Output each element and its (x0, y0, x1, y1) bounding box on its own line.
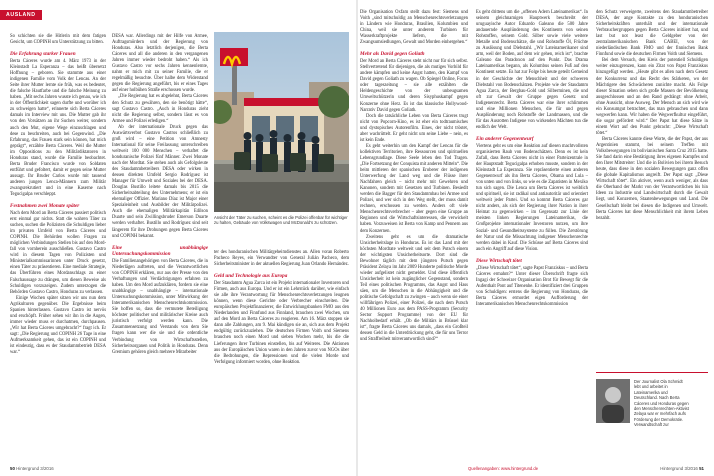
left-column-3 (214, 250, 349, 366)
paragraph: Zweitens geht es um die dramatische Unsicherheitslage in Honduras. Es ist das Land mit der höchsten Mordrate weltweit und seit dem Putsch einem der wichtigsten Unsicherheitsorte. Dort sind die Bewohner täglich mit dem jüngsten Putsch gegen Präsident Zelaya im Jahr 2009 Hunderte politische Morde wieder aufgelistet nicht gemeldet. Und diese öffentlich Unsicherheit ist kein zugänglicher Gegenstand, sondern Teil eines politischen Programms, das Angst und Hass säen, um die Menschen in die Abhängigkeit und die politische Gefolgschaft zu zwingen – auch wenn sie einer willfährigen Polizei, einer Polizei, die nach dem Putsch 40 Millionen Euro aus dem PASS-Programm (Security Sector Support Programme) von der EU für Nachholbedarf erhält. „Ob die Militärs in Brüssel klar ist“, fragte Berta Cáceres uns damals, „dass ein Großteil dessen Geld in die Unterdrückung geht, die für uns Terror und Straffreiheit mitverantwortlich sind?“ (360, 234, 468, 343)
left-column-1 (10, 34, 106, 356)
paragraph: Ab der internationale Druck gegen das Auswärtsverbot Gustavo Castros schließlich zu groß wird – eine Petition von Amnesty International für seine Freilassung unterschreiben weltweit 100 000 Menschen – verhaftet die honduranische Polizei fünf Männer. Zwei Monate nach der Mordtat. Sie stehen auch als Gefolgsleute des Staudammbetreibers DESA oder wirken in dessen direkten Umfeld Sergio Rodríguez ist Manager für Umwelt und Soziales bei der DESA. Douglas Bustillo leitete damals bis 2015 die Sicherheitsabteilung des Unternehmens; er ist ein ehemaliger Offizier. Mariano Díaz ist Major einer Spezialeinheit und Ausbilder der Militärpolizei. Auch die ehemaligen Militärkapitän Edilson Duarte und sein Zwillingsbruder Emerson Duarte werden verhaftet. Bustillo und Rodríguez sind seit längerem für ihre Drohungen gegen Berta Cáceres und COPINH bekannt. (112, 124, 208, 239)
paragraph: Der Staudamm Agua Zarca ist ein Projekt internationaler Investoren und Firmen, auch aus Europa. Und er ist ein Lehrstück darüber, wie einfach sie alle ihre Verantwortung für Menschenrechtsverletzungen leugnen können, wenn diese Gerichte oder Verbrecher einschreiten. Die europäischen Projektfinanzierer, die Entwicklungsbanken FMO aus den Niederlanden und Finnfund aus Finnland, brauchen zwei Wochen, um auf den Mord an Berta Cáceres zu reagieren. Am 16. März stoppen sie dann alle Zahlungen, am 9. Mai kündigen sie an, sich aus dem Projekt endgültig zurückzuziehen. Die deutschen Firmen Voith und Siemens brauchen noch einen Mord und sieben Wochen mehr, bis die die Lieferungen ihrer Turbinen einstellen, bis auf Weiteres. Die Aktionen aus der Europäischen Union waren in den Jahren zuvor von NGOs über die Bedrohungen, die Repressionen und die vielen Morde und Verfolgung informiert worden, ohne Reaktion. (214, 281, 349, 365)
paragraph: Einige Wochen später sitzen wir uns nun dem Agrikulturen gegenüber. Die Ergebnisse beim Spanien hinterlassen. Gustavo Castro ist nervös und erschöpft. Früher sehen wir ihn in die Augen, immer wieder muss er durchatmen, durchpausen. „Wir hat Berta Cáceres umgebracht?“ fragt ich. Er sagt: „Die Regierung und COPINH 26 Tage in eine Aufmerksamkeit gehen, das ist ein COPINH und ist eindeutig, dass es der Staudammbetrieb DESA war.“ (10, 295, 106, 356)
paragraph: Die Organisation Oxfam stellt dazu fest: Siemens und Voith „sind mitschuldig an Menschenrechtsverletzungen in Ländern wie Honduras, Brasilien, Kolumbien und China, weil sie unter anderem Turbinen für Wasserkraftprojekte liefern, die mit Zwangsumsiedlungen, Gewalt und Morden einhergehen.“ (360, 10, 468, 46)
subheading: Geld und Technologie aus Europa (214, 273, 288, 280)
left-page (0, 0, 356, 476)
right-footer (660, 466, 704, 471)
left-footer (10, 466, 54, 471)
sources-note: Quellenangaben: www.hintergrund.de (468, 466, 539, 471)
paragraph: ter des honduranischen Militärgeheimdienstes an. Allen voran Roberto Pacheco Reyes, ein Verwandter von General Julián Pacheco, dem Sicherheitsminister in der aktuellen Regierung Juan Orlando Hernández. (214, 250, 349, 268)
street-photo (214, 32, 349, 212)
right-page (358, 0, 714, 476)
paragraph: Nach dem Mord an Berta Cáceres passiert politisch erst einmal gar nichts. Statt die wahren Täter zu suchen, suchen die Polizisten die Schuldigen lieber im privaten Umfeld von Berta Cáceres und COPINH. Die Behörden wollen Fragen zu möglichen Verbindungen Stellen bis auf den Mord-fall von vornherein ausschließen. Gustavo Castro wird in diesem Tagen von Polizisten und Ministerialkommissarinnen unter Druck gesetzt, einen Täter zu präsentieren. Eine mediale Strategie, das Überführen eines Mordanschlags zu einer Falschaussage zu drängen, um diesen Beweise als Schuldigen vorzuzeigen. Zudem unterzogen die Behörden Gustavo Castro, Honduras zu verlassen. (10, 210, 106, 295)
street-scene-image (214, 32, 349, 212)
right-column-2 (476, 10, 588, 308)
left-page-number: 50 (10, 466, 15, 471)
subheading: Eine unabhängige Untersuchungskommission (112, 244, 208, 257)
paragraph: Der Mord an Berta Cáceres steht nicht nur für sich selbst. Stellvertretend für diejenigen, die als mutiges Vorbild für andere kämpfen und keine Angst hatten, den Kampf von David gegen Goliath zu wagen. Ob Spiegel Online, Focus oder tageszeitung – sie alle erzählten die Heldengeschichte von der unbeugsamen Umweltschützerin und deren Sisyphuskampf gegen Konzerne ohne Herz. Es ist das klassische Hollywood-Narrativ David gegen Goliath. (360, 59, 468, 113)
paragraph: Die Familienangehörigen von Berta Cáceres, die in Niederlägen auftreten, und die Verantwortlichen von COPINH erklären, nur aus der Presse von den Verhaftungen und Verdächtigungen erfahren zu haben. Um den Mord aufzuklären, fordern sie eine unabhängige – unabhängige – internationale Untersuchungskommission, unter Mitwirkung der Interamerikanischen Menschenrechtskommission. Sie hoffen so, dass die vermutete Beteiligung höchster politischer und militärischer Kreise auch juristisch verfolgt werden kann. Die Zusammensetzung und Verstands von dem Sie fragen kann wer die sie und die ordentliche Verbindung von Wirtschaftsstellen, Sicherheitsorganen und Politik in Honduras. Denn Gremium gehören gleich mehrere Mitarbeiter (112, 258, 208, 355)
paragraph: den Schutz verweigerte, zweitens den Staudammbetreiber DESA, der ange Kontakte zu den honduranischen Sicherheitskräften unterhält und der internationale Verbrauchergruppen gegen Berta Cáceres initiiert hat, und last but not least die Geldgeber von der zentralamerikanischen Bank CABEI, von der niederländischen Bank FMO und der finnischen Bank Finnfund sowie die deutschen Firmen Voith und Siemens. (596, 10, 708, 58)
right-page-number: 51 (699, 466, 704, 471)
subheading: Mehr als David gegen Goliath (360, 51, 425, 58)
author-box (596, 376, 689, 468)
paragraph: Berta Cáceres kannte diese Worte, die der Papst, der aus Argentinien stammt, bei seinem Treffen mit Volksbewegungen im bolivianischen Santa Cruz 2015 hatte. Sie fand darin eine Bestätigung ihres eigenen Kampfes und den Ihrer Mitstreiter: Und die in Bolivien bei ihrem Besuch heute, dass diese in den sozialen Bewegungen ganz offen die globale Kapitalismus angreift. Der Papst sagt: „Diese Wirtschaft tötet“. Ein aktiver, wenn auch weniger, als dass die Oberhand der Markt von der Verantwortlichen bis hin Ideen zu Industrie und Landwirtschaft durch die Gewalt liegt, und Konzernen, Staatenbewegungen und Land. Die Gesellschaft bleibt bei diesen die Indigenen und Umwelt. Berta Cáceres hat diese Menschlichkeit mit ihrem Leben bezahlt. (596, 136, 708, 221)
author-bio: Der Journalist Ola Schmidt lebt und arbeitet in Lateinamerika und Deutschland. Nach Berta Cáceres und Honduras gegen den Menschenrechten-Aktivist Zelaya war er mehrfach aufs Förderung der Demokratie. Verwandtschaft zur (634, 379, 689, 428)
subheading: Festnahmen zwei Monate später (10, 203, 80, 210)
paragraph: So schichten sie die Hitlerin mit dem fatigen Gesicht, um COPINH um Unterstützung zu bitten. (10, 34, 106, 46)
subheading: Ein anderer Gegenentwurf (476, 135, 534, 142)
paragraph: „Die Regierung hat es abgelehnt, Berta Cáceres den Schutz zu gewähren, den sie benötigt hätte“, sagt Gustavo Castro. „Auch in Honduras zieht nicht die Regierung selbst, sondern lässt es von Armee und Polizei erledigen.“ (112, 94, 208, 124)
right-column-1 (360, 10, 468, 343)
subheading: Die Erfahrung starker Frauen (10, 51, 76, 58)
photo-caption: Ansicht der Täter zu suchen, scheint es die Polizei offenbar für wichtiger zu halten, Gebäude von Volkswagen und McDonald's zu schützen. (214, 215, 348, 226)
right-column-3 (596, 10, 708, 222)
author-portrait (596, 379, 630, 423)
paragraph: Doch die tatsächliche Leben von Berta Cáceres trugt nicht von Popcorn-Kino, es ist eher ein todtraumisches und dystopisches Autorenfilm. Eines, der nicht tröstet, aber wachrüttelt. Er geht nicht um seine Liebe – nein, es ist kein Ende. (360, 113, 468, 143)
paragraph: Es geht weiterhin um den Kampf der Lencas für die kollektiven Territorien, ihre Ressourcen und spirituellen Lebensgrundlage. Diese Seele leben den Tod Tragen. „Die Fortsetzung der Conquista mit anderen Mitteln“. Die beim mittleren der spanischen Eroberer der indigenen Unterwerfung der Land weg und die Flüsse ihrer Nachfahren gleich – nicht mehr mit Gewehren und Kanonen, sondern mit Gesetzen und Turbinen. Besiedlt werden die Bagger für den Staudammbau bei Armee und Polizei, und wer sich in den Weg stellt, der muss damit rechnen, erschossen zu werden. Anders oft viele Menschenrechtsverbrecher – aber gegen eine Gruppe an Regionen und die Wirtschaftsinteressen, die verwickelt haben. Vorzuweisen ist Berta von Kamp und Pennern aus dem Konzernen. (360, 143, 468, 234)
right-magazine-name: Hintergrund 3/2016 (660, 466, 698, 471)
left-magazine-name: Hintergrund 3/2016 (16, 466, 54, 471)
paragraph: Viertens geht es um eine Reaktion auf diesen machtvollsten organisierten Raub von Bodenschätzen. Denn es ist kein Zufall, dass Berta Cáceres nicht in einer Parteizentrale in der Hauptstadt Tegucigalpa erhoben musste, sondern in der Kleinstadt La Esperanza. Sie repräsentierte einen anderen Gegenentwurf als ihn Berta Cáceres, Obama und Lula – von unten und von links, so wie es die Zapatisten in Mexiko tun sich sagen. Die Lenca um Berta Cáceres ist weiblich und spirituell, sie ist radikal und antiautoritär und orientiert weltweit jeder Partei. Und so kommt Berta Cáceres gar nicht anders, als sich der Regierung ihrer Nation in ihrer Heimat zu gegenwirken – im Gegensatz zur Linie der meisten linken Regierungen Lateinamerikas, die Großprojekte internationaler Investoren nutzen, um ihre Sozial- und Gesundheitssysteme zu füllen. Die Zerstörung der Natur und die Missachtung indigener Menschenrechte werden dabei in Kauf. Die Schüsse auf Berta Cáceres sind auch ein Angriff auf diese Vision. (476, 143, 588, 252)
author-portrait-image (596, 379, 630, 423)
author-box-rule (596, 372, 708, 373)
subheading: Diese Wirtschaft tötet (476, 257, 522, 264)
paragraph: Bei dem Versuch, den Kreis der potentiell Schuldigen weiter einzugrenzen, kann ein Zitat von Papst Franziskus hinzugefügt werden. „Heute gibt es allen nach dem Gesetz der Konkurrenz und das Recht des Stärkeren, wo der Mächtigere den Schwächeren zunichte macht. Als Folge dieser Situation sehen sich große Massen der Bevölkerung ausgeschlossen und an den Rand gedrängt: ohne Arbeit, ohne Aussicht, ohne Ausweg. Der Mensch an sich wird wie ein Konsumgut betrachtet, das man gebrauchen und dann wegwerfen kann. Wir haben die Wegwerfkultur eingeführt, die sogar gefördert wird.“ Der Papst hat diese Sätze in einem Wort auf den Punkt gebracht: „Diese Wirtschaft tötet.“ (596, 58, 708, 136)
paragraph: „Diese Wirtschaft tötet“, sagte Papst Franziskus – und Berta Cáceres ermahnt?“ Unter dieser Überschrift fragte sich Ingagi der Schweizer Organisation Brot für Bewegt für die Aufenthalt Pont auf Titenenhe. Er identifiziert drei Gruppen von Schuldigen: erstens die Regierung von Honduras, die Berta Cáceres ermordet eigen Aufforderung der Interamerikanischen Menschenrechtskommission (476, 265, 588, 307)
paragraph: Es geht drittens um die „offenen Adern Lateinamerikas“. In seinem gleichnamigen Hauptwerk beschreibt der uruguayische Autor Eduardo Galeano die 500 Jahre andauernde Ausplünderung des Kontinents von seinen Rohstoffen, seinem Gold. Silber sowie viele weitere Metalle und Bodenschätze, die und Rohstoffe Öl, Früchte zu Auslösung und Diebstahl. „Wir Lateinamerikaner sind arm, weil der Boden, auf dem wir gehen, reich ist“, brachte Galeano das Paradoxon auf den Punkt. Das Drama Lateinamerikas begann, als Kolumbus seinen Fuß auf den Kontinent setzte. Es hat zur Folge bis heute geteilt Gemeind in der Geschichte der Menschheit und der schweren Diebstahl von Bodenschätzen. Projekte wie der Staudamm Agua Zarca, der Bergbau-Gold und Silberminen, die und oft zur Gewalt der Gruppe gegen Gesetz und Indigenenrecht. Berta Cáceres war eine ihrer schlimmen und eine Millionen Menschen, die für und gegen Ausplünderung noch Rohstoffe der Landmassen, und die für das Ausrotten Indigene von wirkenden Mächten tun die endlich der Welt. (476, 10, 588, 130)
left-column-2 (112, 34, 208, 356)
paragraph: Berta Cáceres wurde am 4. März 1973 in der Kleinstadt La Esperanza – das heißt übersetzt Hoffnung – geboren. Sie stammte aus einer indigenen Familie vom Volk der Lencas. An der Seite ihrer Mutter lernte sie früh, was es bedeutet, die falsche Hautfarbe und die falsche Meinung zu haben. „Mit sechs Jahren wusste ich genau, wie ich in der Öffentlichkeit sagen durfte und worüber ich zu schweigen hatte“, erinnerte sich Berta Cáceres damals im Interview mit uns. Die Mutter gab ihr von den Vorsätzen an ihr Suchen weiter, sondern auch den Mut, eigene Wege einzuschlagen und dese zu beschreiten, auch bei Gegenwind. „Die Erfahrung, das Frauen stark sein können, hat mich geprägt“, erzählte Berta Cáceres. Weil die Mutter im Oppositions zu den Militärdiktatoren in Honduras stand, wurde die Familie beobachtet. Berta Bruder Francisco wurde von Soldaten entführt und gefoltert, damit er gegen seine Mutter aussagt. Ihr Bruder Carlos wurde mit tausend anderen jungen Lenca-Männern zum Militär zwangsrekrutiert und in eine Kaserne nach Tegucigalpa verschleppt. (10, 59, 106, 198)
paragraph: DESA war. Allerdings mit der Hilfe von Armee, Auftragsmördern und der Regierung von Honduras. Also letztlich derjenigen, die Berta Cáceres und all die anderen in den vergangenen Jahren immer wieder bedroht haben.“ Als ich Gustavo Castro vor sechs Jahren kennenlernte, nahm er mich mit zu seiner Familie, die er regelmäßig besuchte. Über halbe dem Widerstand gegen die Regierung angeführt, bis er eines Tages auf einer holbühen Straße erschossen wurde. (112, 34, 208, 94)
section-tag: AUSLAND (0, 10, 42, 20)
